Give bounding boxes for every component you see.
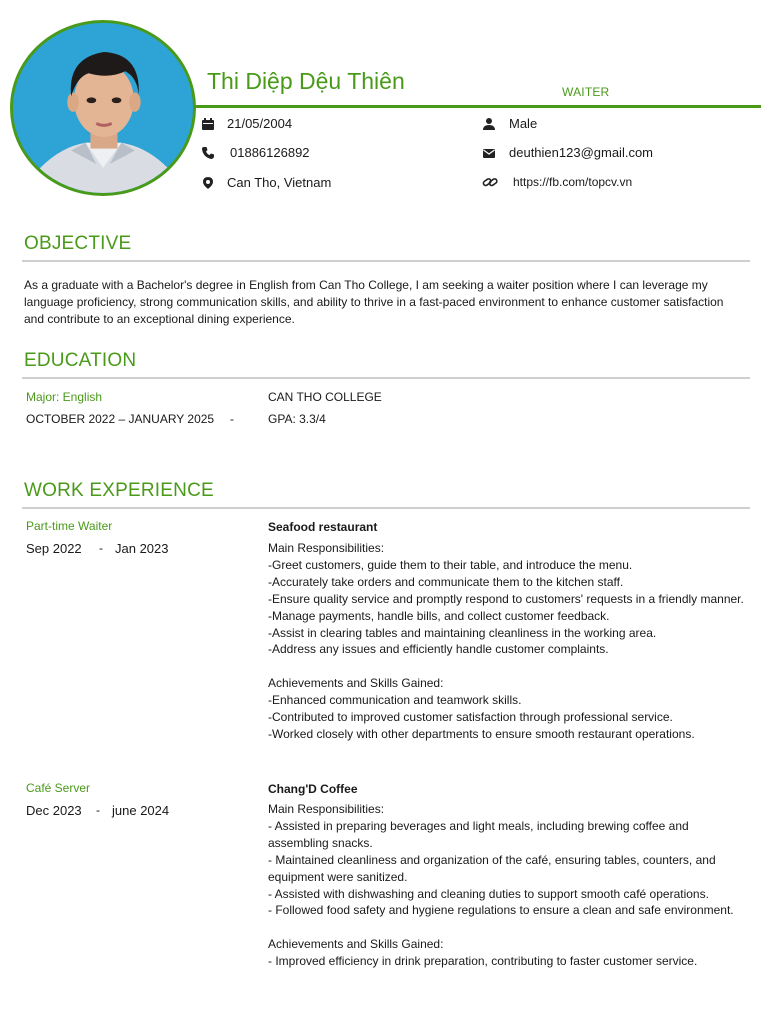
job-start-date: Sep 2022 (26, 541, 82, 556)
job-date-separator: - (96, 803, 100, 817)
link-icon (482, 175, 498, 189)
education-gpa: GPA: 3.3/4 (268, 412, 326, 426)
education-divider (22, 377, 750, 379)
candidate-name: Thi Diệp Dệu Thiên (207, 68, 405, 94)
objective-heading: OBJECTIVE (24, 233, 132, 254)
job-position: Part-time Waiter (26, 519, 113, 533)
person-portrait-icon (13, 23, 193, 193)
job-title: WAITER (562, 85, 610, 99)
info-email (482, 145, 653, 160)
work-experience-divider (22, 507, 750, 509)
job-description: Main Responsibilities: -Greet customers, guide them to their table, and introduce the menu. -Accurately take orders and communicate them to the kitchen staff. -Ensure quality service and promptly respond to customers' requests in a friendly manner. -Manage payments, handle bills, and collect customer feedback. -Assist in clearing tables and maintaining cleanliness in the working area. -Address any issues and efficiently handle customer complaints. Achievements and Skills Gained: -Enhanced communication and teamwork skills. -Contributed to improved customer satisfaction through professional service. -Worked closely with other departments to ensure smooth restaurant operations. (268, 541, 744, 741)
location-text: Can Tho, Vietnam (227, 175, 332, 190)
dob-text: 21/05/2004 (227, 116, 293, 131)
job-end-date: Jan 2023 (115, 541, 169, 556)
profile-photo (10, 20, 196, 196)
website-link[interactable]: https://fb.com/topcv.vn (513, 175, 633, 189)
info-dob (201, 116, 292, 131)
calendar-icon (201, 117, 215, 131)
info-phone (201, 145, 310, 160)
education-major: Major: English (26, 390, 103, 404)
info-gender (482, 116, 537, 131)
envelope-icon (482, 146, 496, 160)
gender-text: Male (509, 116, 538, 131)
phone-icon (201, 146, 215, 160)
objective-divider (22, 260, 750, 262)
objective-text: As a graduate with a Bachelor's degree in English from Can Tho College, I am seeking a waiter position where I can leverage my language proficiency, strong communication skills, and ability to thrive in a fast-paced environment to enhance customer satisfaction and contribute to an exceptional dining experience. (24, 278, 724, 327)
work-experience-heading: WORK EXPERIENCE (24, 480, 214, 501)
job-end-date: june 2024 (112, 803, 170, 818)
education-school: CAN THO COLLEGE (268, 390, 382, 404)
education-period: OCTOBER 2022 – JANUARY 2025 (26, 412, 215, 426)
phone-text[interactable]: 01886126892 (230, 145, 310, 160)
info-website (482, 175, 632, 189)
job-position: Café Server (26, 781, 91, 795)
location-pin-icon (201, 176, 215, 190)
email-text[interactable]: deuthien123@gmail.com (509, 145, 654, 160)
job-start-date: Dec 2023 (26, 803, 82, 818)
job-date-separator: - (99, 541, 103, 555)
job-company: Seafood restaurant (268, 520, 378, 534)
job-company: Chang'D Coffee (268, 782, 358, 796)
education-period-separator: - (230, 412, 234, 426)
header-divider (193, 105, 761, 108)
user-icon (482, 117, 496, 131)
education-heading: EDUCATION (24, 350, 137, 371)
info-location (201, 175, 331, 190)
job-description: Main Responsibilities: - Assisted in preparing beverages and light meals, including brewing coffee and assembling snacks. - Maintained cleanliness and organization of the café, ensuring tables, counters, and equipment were sanitized. - Assisted with dishwashing and cleaning duties to support smooth café operations. - Followed food safety and hygiene regulations to ensure a clean and safe environment. Achievements and Skills Gained: - Improved efficiency in drink preparation, contributing to faster customer service. (268, 802, 734, 969)
